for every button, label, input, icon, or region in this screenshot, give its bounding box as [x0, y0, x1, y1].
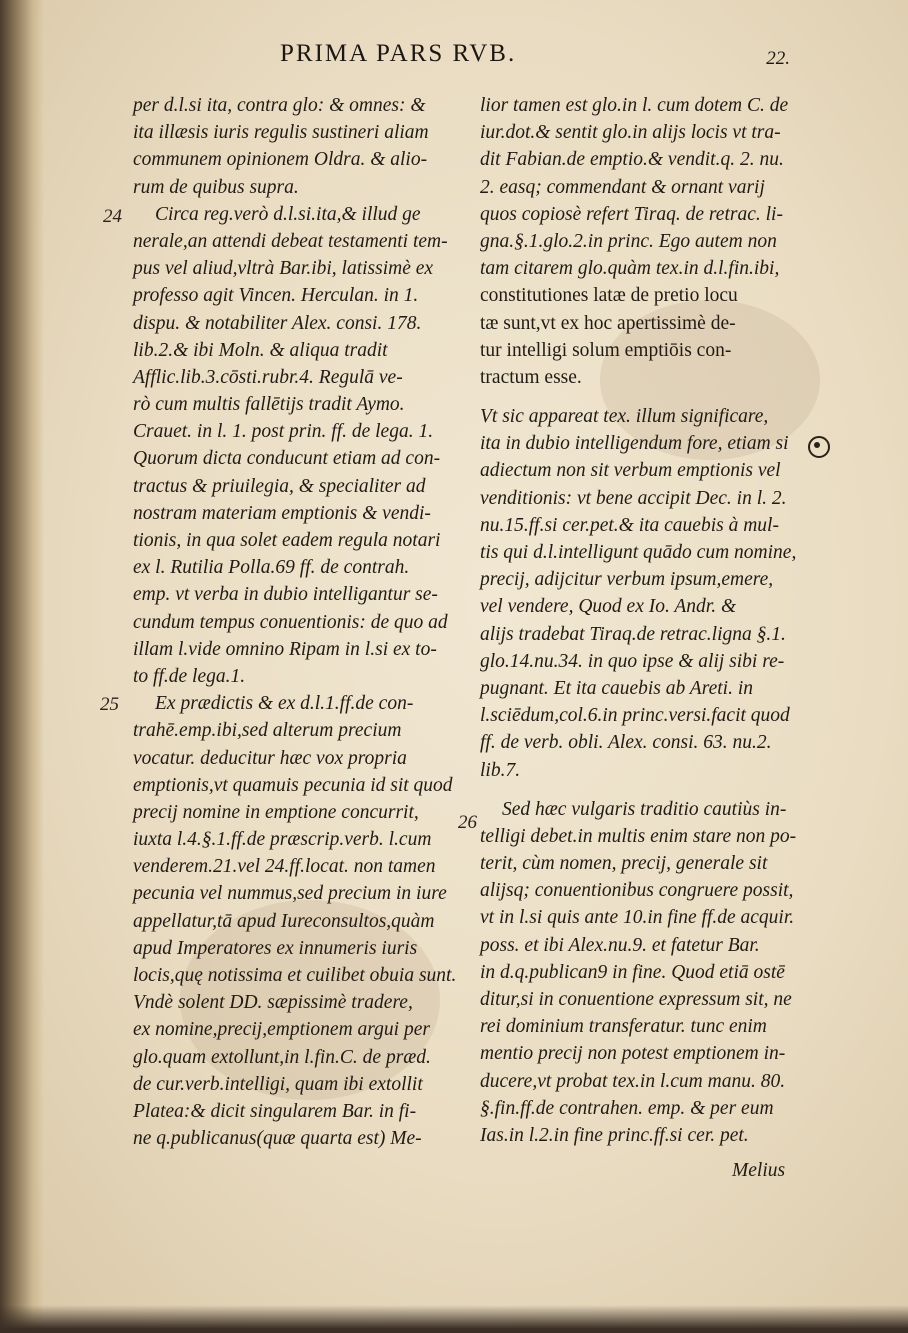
text-line: Circa reg.verò d.l.si.ita,& illud ge: [155, 203, 421, 225]
text-line: mentio precij non potest emptionem in-: [480, 1043, 786, 1065]
text-line: ne q.publicanus(quæ quarta est) Me-: [133, 1128, 422, 1150]
text-line: emp. vt verba in dubio intelligantur se-: [133, 584, 438, 606]
text-line: alijsq; conuentionibus congruere possit,: [480, 880, 794, 902]
text-line: glo.quam extollunt,in l.fin.C. de præd.: [133, 1046, 431, 1068]
text-line: rò cum multis fallētijs tradit Aymo.: [133, 394, 405, 416]
text-line: in d.q.publican9 in fine. Quod etiā ostē: [480, 961, 785, 983]
margin-number-26: 26: [458, 812, 477, 833]
text-line: lior tamen est glo.in l. cum dotem C. de: [480, 95, 789, 116]
text-line: venditionis: vt bene accipit Dec. in l. 2.: [480, 487, 787, 509]
text-line: poss. et ibi Alex.nu.9. et fatetur Bar.: [480, 934, 760, 956]
text-line: vel vendere, Quod ex Io. Andr. &: [480, 596, 737, 618]
text-line: ita in dubio intelligendum fore, etiam si: [480, 433, 789, 455]
text-line: 2. easq; commendant & ornant varij: [480, 176, 765, 198]
text-line: Vndè solent DD. sæpissimè tradere,: [133, 992, 413, 1014]
text-line: dispu. & notabiliter Alex. consi. 178.: [133, 312, 422, 334]
text-line: precij nomine in emptione concurrit,: [133, 801, 419, 823]
left-text-column: [133, 92, 463, 1152]
text-line: ducere,vt probat tex.in l.cum manu. 80.: [480, 1070, 786, 1092]
text-line: adiectum non sit verbum emptionis vel: [480, 460, 781, 482]
paragraph-gap: [480, 784, 825, 796]
text-line: constitutiones latæ de pretio locu: [480, 285, 738, 307]
text-line: cundum tempus conuentionis: de quo ad: [133, 611, 448, 633]
margin-number-25: 25: [100, 694, 119, 715]
text-line: Quorum dicta conducunt etiam ad con-: [133, 448, 441, 470]
page-bottom-edge: [0, 1305, 908, 1333]
text-line: iur.dot.& sentit glo.in alijs locis vt tra-: [480, 122, 781, 144]
text-line: §.fin.ff.de contrahen. emp. & per eum: [480, 1097, 774, 1119]
text-line: nostram materiam emptionis & vendi-: [133, 502, 431, 524]
text-line: quos copiosè refert Tiraq. de retrac. li-: [480, 203, 783, 225]
text-line: nu.15.ff.si cer.pet.& ita cauebis à mul-: [480, 514, 779, 536]
text-line: Ias.in l.2.in fine princ.ff.si cer. pet.: [480, 1124, 749, 1146]
text-line: emptionis,vt quamuis pecunia id sit quod: [133, 774, 453, 796]
text-line: gna.§.1.glo.2.in princ. Ego autem non: [480, 230, 777, 252]
text-line: vt in l.si quis ante 10.in fine ff.de acquir.: [480, 907, 795, 929]
text-line: tionis, in qua solet eadem regula notari: [133, 530, 441, 551]
text-line: pus vel aliud,vltrà Bar.ibi, latissimè ex: [133, 258, 434, 280]
text-line: venderem.21.vel 24.ff.locat. non tamen: [133, 856, 436, 878]
text-line: lib.7.: [480, 759, 521, 781]
text-line: rum de quibus supra.: [133, 176, 299, 198]
text-line: apud Imperatores ex innumeris iuris: [133, 937, 418, 959]
text-line: iuxta l.4.§.1.ff.de præscrip.verb. l.cum: [133, 829, 432, 851]
text-line: nerale,an attendi debeat testamenti tem-: [133, 230, 448, 252]
text-line: alijs tradebat Tiraq.de retrac.ligna §.1.: [480, 623, 786, 645]
text-line: terit, cùm nomen, precij, generale sit: [480, 853, 768, 875]
text-line: tis qui d.l.intelligunt quādo cum nomine,: [480, 542, 797, 563]
text-line: glo.14.nu.34. in quo ipse & alij sibi re-: [480, 650, 785, 672]
text-line: ex nomine,precij,emptionem argui per: [133, 1019, 430, 1041]
text-line: locis,quę notissima et cuilibet obuia sunt.: [133, 965, 457, 986]
text-line: ff. de verb. obli. Alex. consi. 63. nu.2.: [480, 732, 772, 754]
text-line: communem opinionem Oldra. & alio-: [133, 149, 428, 171]
text-line: Vt sic appareat tex. illum significare,: [480, 406, 769, 428]
text-line: de cur.verb.intelligi, quam ibi extollit: [133, 1073, 423, 1095]
text-line: Afflic.lib.3.cōsti.rubr.4. Regulā ve-: [133, 366, 403, 388]
right-text-column: [480, 92, 825, 1149]
running-title: PRIMA PARS RVB.: [280, 40, 517, 67]
text-line: vocatur. deducitur hæc vox propria: [133, 747, 407, 769]
text-line: pugnant. Et ita cauebis ab Areti. in: [480, 677, 753, 699]
paragraph-gap: [480, 391, 825, 403]
text-line: rei dominium transferatur. tunc enim: [480, 1016, 767, 1038]
text-line: per d.l.si ita, contra glo: & omnes: &: [133, 95, 426, 116]
text-line: ex l. Rutilia Polla.69 ff. de contrah.: [133, 557, 410, 579]
text-line: precij, adijcitur verbum ipsum,emere,: [480, 569, 774, 591]
text-line: pecunia vel nummus,sed precium in iure: [133, 883, 447, 905]
catchword: Melius: [732, 1160, 786, 1181]
text-line: to ff.de lega.1.: [133, 665, 246, 687]
text-line: ditur,si in conuentione expressum sit, ne: [480, 989, 792, 1010]
text-line: illam l.vide omnino Ripam in l.si ex to-: [133, 638, 437, 660]
text-line: l.sciēdum,col.6.in princ.versi.facit quod: [480, 705, 790, 727]
text-line: Ex prædictis & ex d.l.1.ff.de con-: [155, 693, 414, 715]
binding-gutter: [0, 0, 44, 1333]
text-line: tur intelligi solum emptiōis con-: [480, 339, 732, 361]
text-line: tractum esse.: [480, 366, 582, 388]
text-line: ita illæsis iuris regulis sustineri aliam: [133, 122, 429, 144]
text-line: tam citarem glo.quàm tex.in d.l.fin.ibi,: [480, 258, 780, 280]
text-line: tractus & priuilegia, & specialiter ad: [133, 475, 426, 497]
text-line: Sed hæc vulgaris traditio cautiùs in-: [502, 798, 787, 820]
folio-number: 22.: [766, 48, 790, 69]
text-line: dit Fabian.de emptio.& vendit.q. 2. nu.: [480, 149, 784, 171]
margin-number-24: 24: [103, 206, 122, 227]
running-header: [230, 38, 790, 74]
text-line: professo agit Vincen. Herculan. in 1.: [133, 285, 419, 307]
text-line: Platea:& dicit singularem Bar. in fi-: [133, 1100, 417, 1122]
text-line: lib.2.& ibi Moln. & aliqua tradit: [133, 339, 388, 361]
text-line: trahē.emp.ibi,sed alterum precium: [133, 720, 402, 742]
text-line: tæ sunt,vt ex hoc apertissimè de-: [480, 312, 736, 334]
text-line: telligi debet.in multis enim stare non po-: [480, 825, 797, 847]
text-line: Crauet. in l. 1. post prin. ff. de lega. 1.: [133, 421, 434, 443]
text-line: appellatur,tā apud Iureconsultos,quàm: [133, 910, 435, 932]
